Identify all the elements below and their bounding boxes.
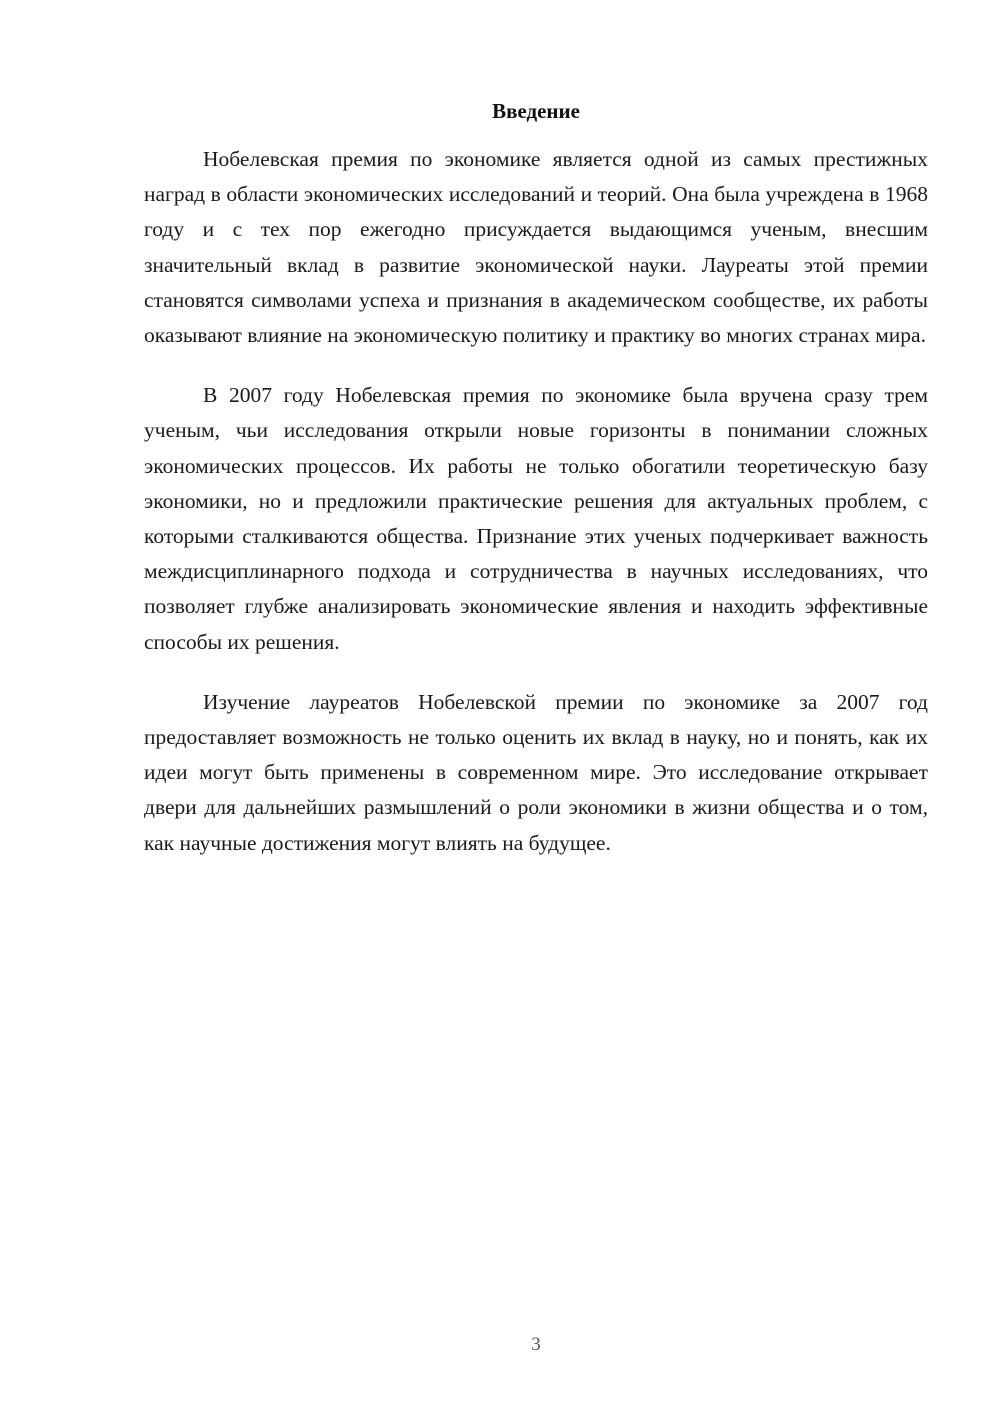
paragraph-1: Нобелевская премия по экономике является одной из самых престижных наград в области экономических исследований и теорий. Она была учреждена в 1968 году и с тех пор ежегодно присуждается выдающимся ученым, внесшим значительный вклад в развитие экономической науки. Лауреаты этой премии становятся символами успеха и признания в академическом сообществе, их работы оказывают влияние на экономическую политику и практику во многих странах мира. [144,147,928,348]
page-title: Введение [492,99,580,123]
page-number: 3 [531,1334,541,1355]
document-body [144,142,928,886]
paragraph-2: В 2007 году Нобелевская премия по экономике была вручена сразу трем ученым, чьи исследования открыли новые горизонты в понимании сложных экономических процессов. Их работы не только обогатили теоретическую базу экономики, но и предложили практические решения для актуальных проблем, с которыми сталкиваются общества. Признание этих ученых подчеркивает важность междисциплинарного подхода и сотрудничества в научных исследованиях, что позволяет глубже анализировать экономические явления и находить эффективные способы их решения. [144,383,928,654]
paragraph-3: Изучение лауреатов Нобелевской премии по экономике за 2007 год предоставляет возможность не только оценить их вклад в науку, но и понять, как их идеи могут быть применены в современном мире. Это исследование открывает двери для дальнейших размышлений о роли экономики в жизни общества и о том, как научные достижения могут влиять на будущее. [144,689,928,855]
